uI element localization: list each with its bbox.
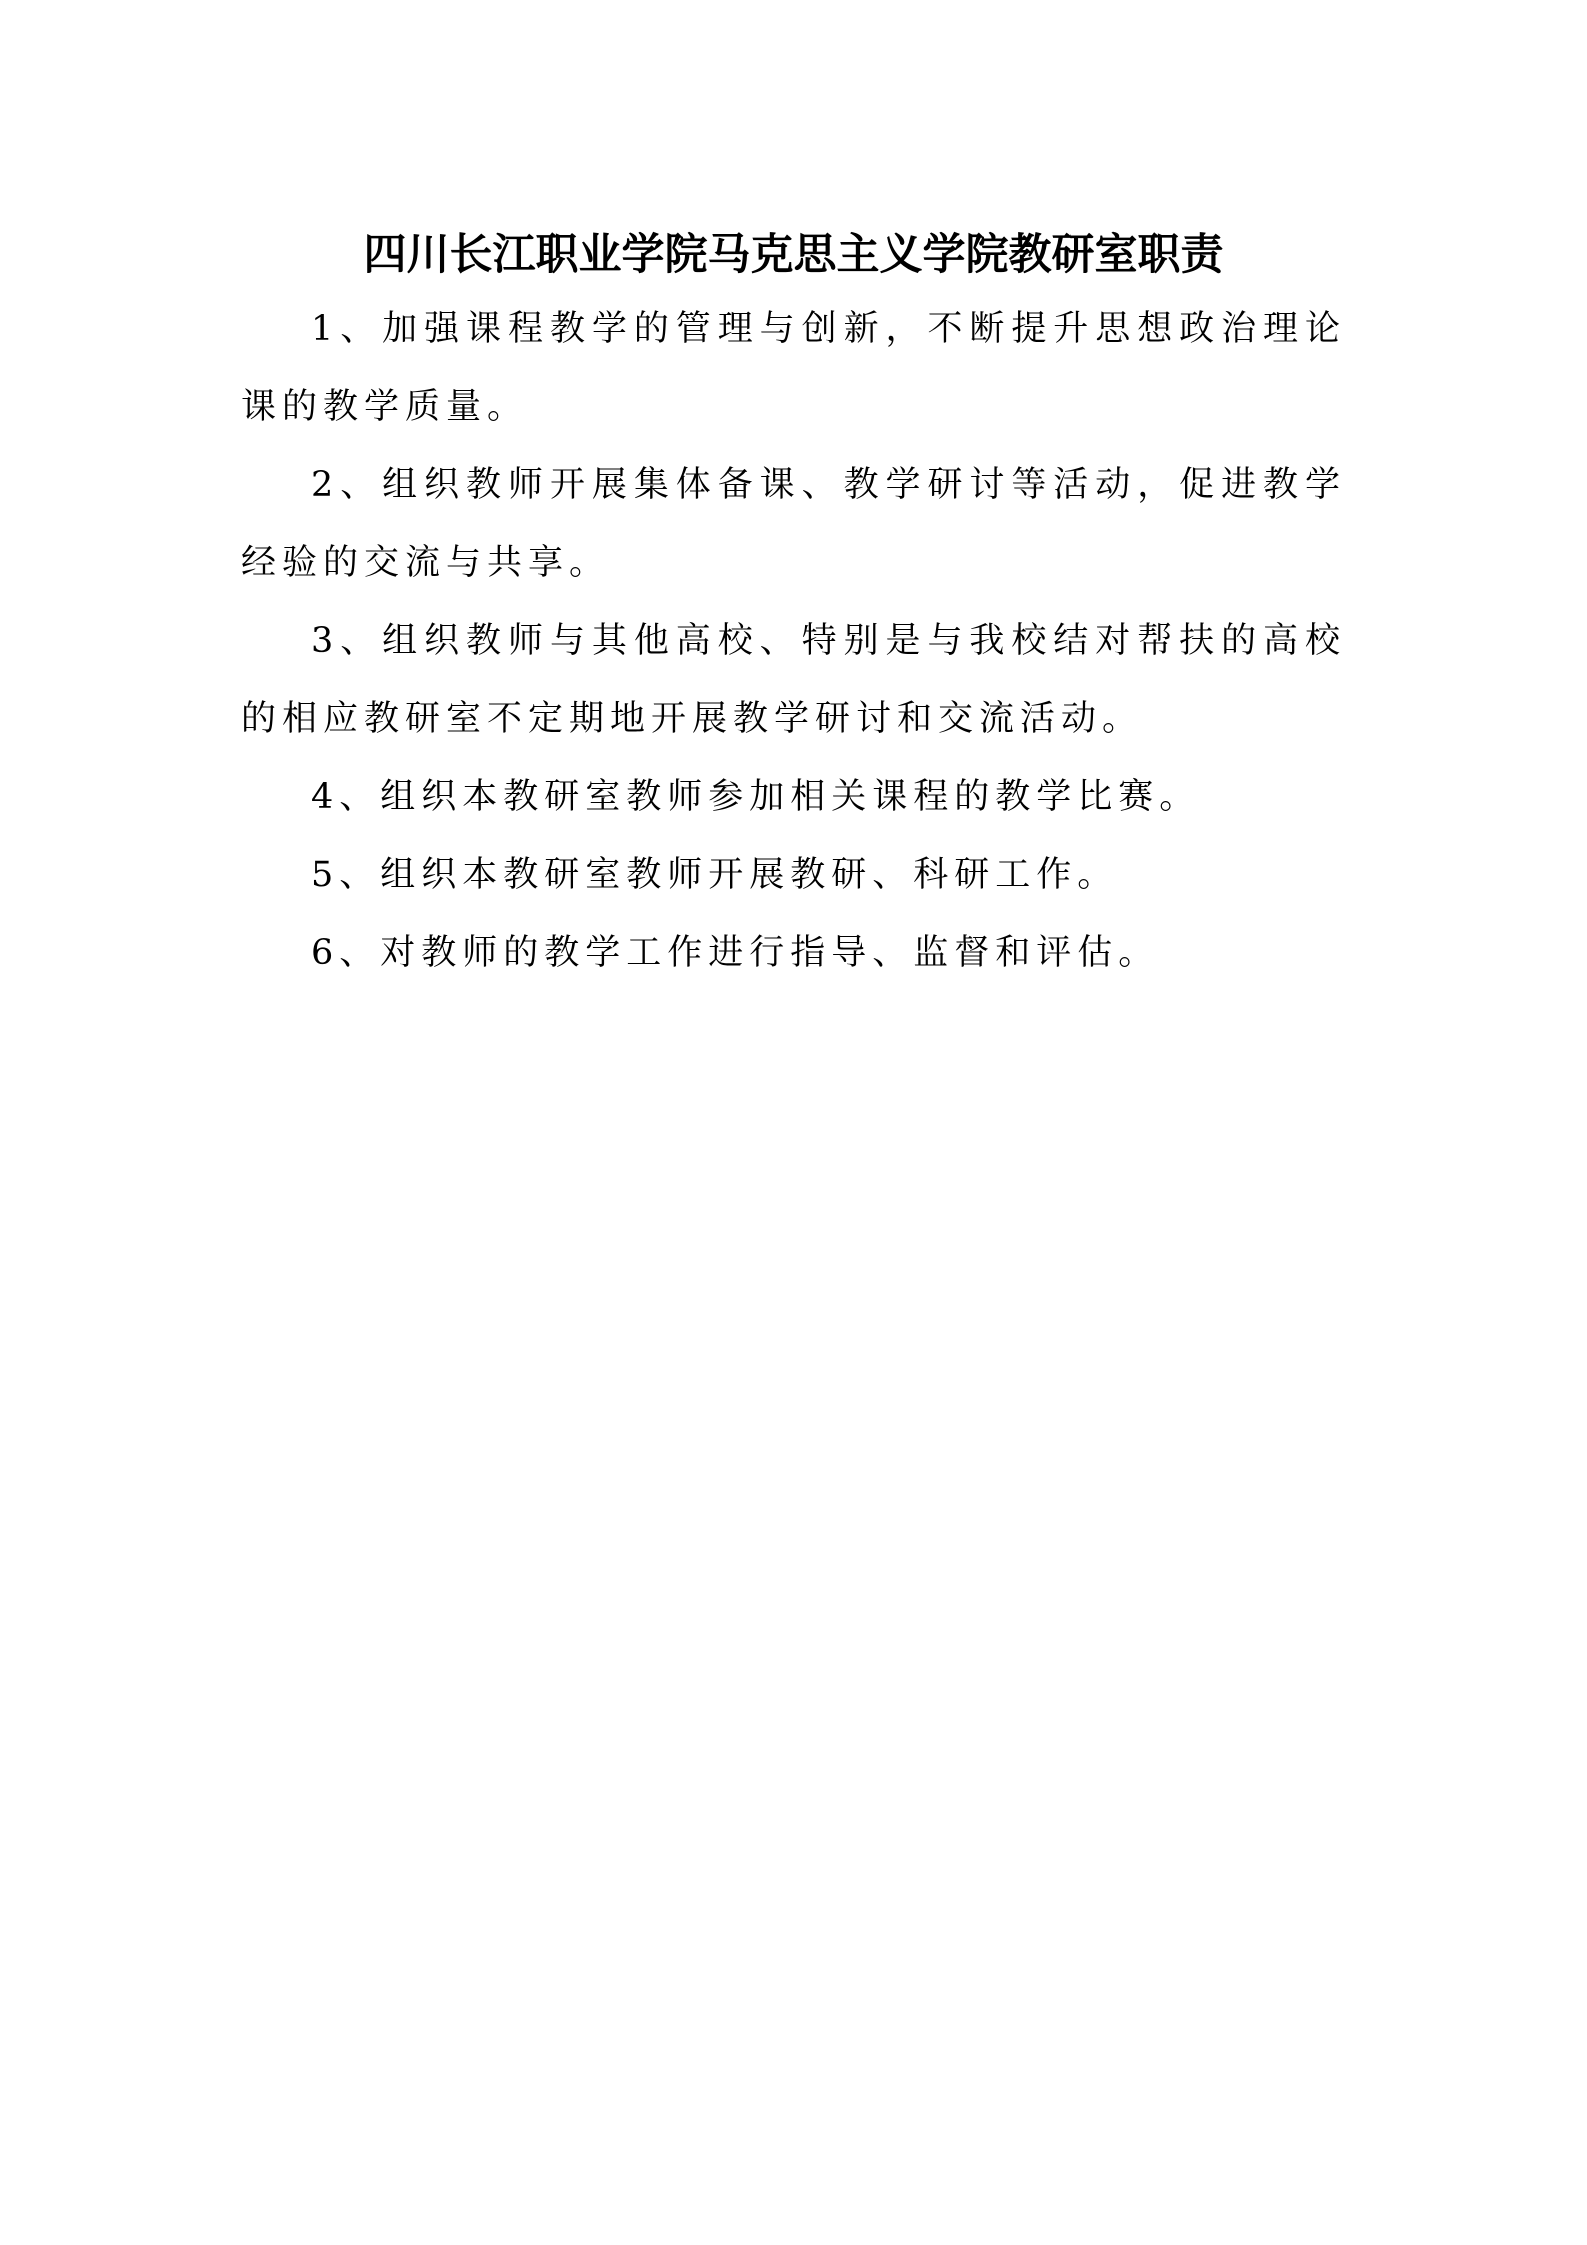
duty-paragraph-4: 4、组织本教研室教师参加相关课程的教学比赛。 xyxy=(311,777,1201,817)
duty-paragraph-1: 1、加强课程教学的管理与创新，不断提升思想政治理论课的教学质量。 xyxy=(241,309,1346,427)
duty-paragraph-3: 3、组织教师与其他高校、特别是与我校结对帮扶的高校的相应教研室不定期地开展教学研讨和交流活动。 xyxy=(241,621,1346,739)
document-body xyxy=(241,290,1346,992)
duty-paragraph-6: 6、对教师的教学工作进行指导、监督和评估。 xyxy=(311,933,1160,973)
duty-paragraph-2: 2、组织教师开展集体备课、教学研讨等活动，促进教学经验的交流与共享。 xyxy=(241,465,1346,583)
duty-paragraph-5: 5、组织本教研室教师开展教研、科研工作。 xyxy=(311,855,1119,895)
document-title: 四川长江职业学院马克思主义学院教研室职责 xyxy=(363,229,1224,280)
